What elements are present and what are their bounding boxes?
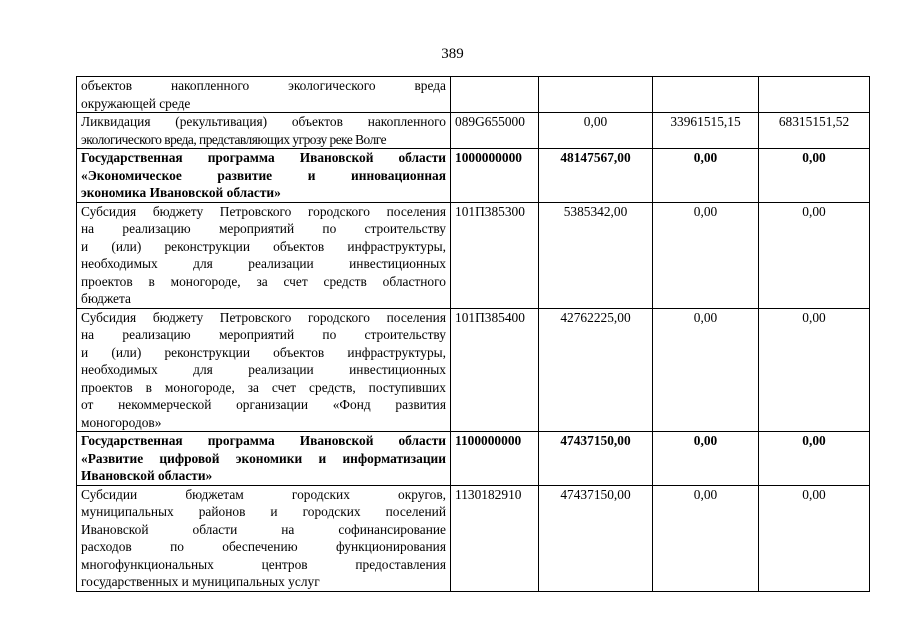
value-cell bbox=[759, 77, 870, 113]
name-line: «Экономическое развитие и инновационная bbox=[81, 167, 446, 183]
name-line: «Развитие цифровой экономики и информатизации bbox=[81, 450, 446, 466]
name-line: бюджета bbox=[81, 291, 131, 306]
code-cell: 089G655000 bbox=[451, 113, 539, 149]
expense-name-cell bbox=[77, 77, 451, 113]
value-cell: 0,00 bbox=[653, 149, 759, 203]
name-line: проектов в моногороде, за счет средств, поступивших bbox=[81, 379, 446, 395]
name-line: и (или) реконструкции объектов инфраструктуры, bbox=[81, 238, 446, 254]
expense-name-cell bbox=[77, 202, 451, 308]
name-line: государственных и муниципальных услуг bbox=[81, 574, 320, 589]
table-row bbox=[77, 113, 870, 149]
value-cell: 0,00 bbox=[759, 149, 870, 203]
value-cell: 47437150,00 bbox=[539, 485, 653, 591]
name-line: экономика Ивановской области» bbox=[81, 185, 281, 200]
value-cell: 47437150,00 bbox=[539, 432, 653, 486]
table-row bbox=[77, 77, 870, 113]
value-cell: 0,00 bbox=[759, 432, 870, 486]
table-row bbox=[77, 202, 870, 308]
code-cell: 101П385400 bbox=[451, 308, 539, 432]
name-line: необходимых для реализации инвестиционных bbox=[81, 362, 446, 377]
value-cell: 0,00 bbox=[759, 308, 870, 432]
expense-name-cell bbox=[77, 113, 451, 149]
program-name-cell bbox=[77, 149, 451, 203]
name-line: на реализацию мероприятий по строительству bbox=[81, 327, 446, 342]
name-line: Ивановской области» bbox=[81, 468, 213, 483]
code-cell: 101П385300 bbox=[451, 202, 539, 308]
table-row bbox=[77, 485, 870, 591]
value-cell: 0,00 bbox=[653, 202, 759, 308]
name-line: Субсидии бюджетам городских округов, bbox=[81, 486, 446, 502]
value-cell: 68315151,52 bbox=[759, 113, 870, 149]
name-line: Государственная программа Ивановской области bbox=[81, 433, 446, 448]
name-line: моногородов» bbox=[81, 414, 162, 430]
value-cell: 42762225,00 bbox=[539, 308, 653, 432]
budget-table bbox=[76, 76, 870, 592]
name-line: Ликвидация (рекультивация) объектов накопленного bbox=[81, 114, 446, 129]
value-cell: 0,00 bbox=[539, 113, 653, 149]
expense-name-cell bbox=[77, 308, 451, 432]
value-cell: 0,00 bbox=[759, 485, 870, 591]
name-line: Ивановской области на софинансирование bbox=[81, 521, 446, 537]
name-line: экологического вреда, представляющих угрозу реке Волге bbox=[81, 131, 387, 147]
value-cell bbox=[539, 77, 653, 113]
value-cell: 0,00 bbox=[653, 308, 759, 432]
program-row bbox=[77, 149, 870, 203]
name-line: многофункциональных центров предоставления bbox=[81, 556, 446, 572]
name-line: и (или) реконструкции объектов инфраструктуры, bbox=[81, 344, 446, 360]
value-cell: 0,00 bbox=[653, 485, 759, 591]
value-cell: 0,00 bbox=[759, 202, 870, 308]
expense-name-cell bbox=[77, 485, 451, 591]
page-number: 389 bbox=[441, 46, 464, 62]
name-line: окружающей среде bbox=[81, 95, 191, 111]
program-row bbox=[77, 432, 870, 486]
name-line: объектов накопленного экологического вреда bbox=[81, 78, 446, 93]
name-line: Субсидия бюджету Петровского городского поселения bbox=[81, 203, 446, 219]
name-line: на реализацию мероприятий по строительству bbox=[81, 221, 446, 236]
name-line: муниципальных районов и городских поселений bbox=[81, 504, 446, 519]
code-cell: 1100000000 bbox=[451, 432, 539, 486]
value-cell bbox=[653, 77, 759, 113]
name-line: необходимых для реализации инвестиционных bbox=[81, 256, 446, 271]
value-cell: 33961515,15 bbox=[653, 113, 759, 149]
name-line: Субсидия бюджету Петровского городского поселения bbox=[81, 309, 446, 325]
code-cell: 1000000000 bbox=[451, 149, 539, 203]
name-line: от некоммерческой организации «Фонд развития bbox=[81, 397, 446, 412]
name-line: проектов в моногороде, за счет средств областного bbox=[81, 273, 446, 289]
code-cell bbox=[451, 77, 539, 113]
value-cell: 48147567,00 bbox=[539, 149, 653, 203]
code-cell: 1130182910 bbox=[451, 485, 539, 591]
value-cell: 5385342,00 bbox=[539, 202, 653, 308]
program-name-cell bbox=[77, 432, 451, 486]
name-line: расходов по обеспечению функционирования bbox=[81, 539, 446, 554]
name-line: Государственная программа Ивановской области bbox=[81, 150, 446, 165]
table-row bbox=[77, 308, 870, 432]
value-cell: 0,00 bbox=[653, 432, 759, 486]
